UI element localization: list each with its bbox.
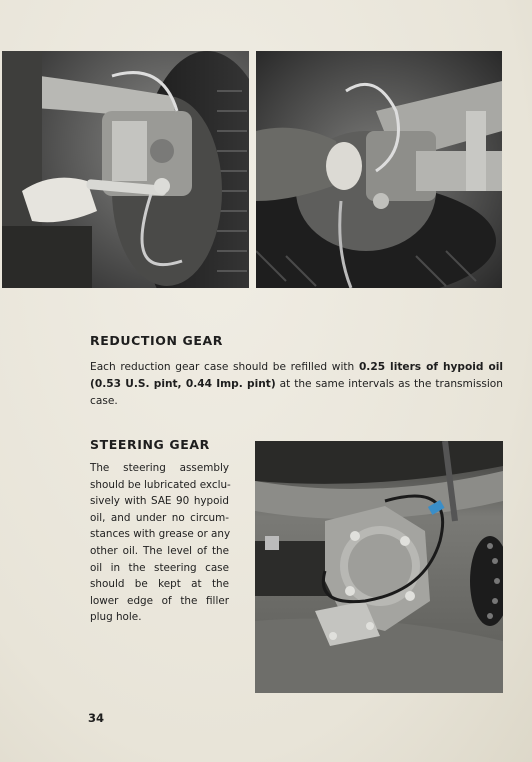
reduction-gear-text-part1: Each reduction gear case should be refilled with bbox=[90, 361, 359, 373]
steering-text-line: plug hole. bbox=[90, 611, 142, 624]
page-number: 34 bbox=[88, 711, 105, 725]
reduction-gear-text bbox=[90, 359, 503, 410]
steering-text-line: stances with grease or any bbox=[90, 528, 231, 541]
reduction-gear-heading: REDUCTION GEAR bbox=[90, 333, 223, 348]
photo-steering-gear-case bbox=[255, 441, 503, 693]
steering-text-line: The steering assembly bbox=[90, 462, 229, 474]
steering-gear-heading: STEERING GEAR bbox=[90, 437, 210, 452]
steering-text-line: should be lubricated exclu- bbox=[90, 478, 231, 491]
photo-wrench-on-reduction-gear bbox=[2, 51, 249, 288]
steering-gear-text bbox=[90, 460, 229, 626]
photo-hand-at-reduction-gear bbox=[256, 51, 502, 288]
steering-text-line: should be kept at the bbox=[90, 578, 229, 591]
steering-text-line: oil, and under no circum- bbox=[90, 511, 229, 524]
steering-text-line: sively with SAE 90 hypoid bbox=[90, 495, 229, 508]
steering-text-line: other oil. The level of the bbox=[90, 544, 229, 557]
reduction-gear-oil-quantity: 0.25 liters of hypoid oil (0.53 U.S. pint, 0.44 Imp. pint) bbox=[90, 361, 504, 390]
reduction-gear-text-part2: at the same intervals as the transmission case. bbox=[90, 378, 503, 407]
steering-text-line: oil in the steering case bbox=[90, 561, 229, 574]
steering-text-line: lower edge of the filler bbox=[90, 594, 229, 607]
